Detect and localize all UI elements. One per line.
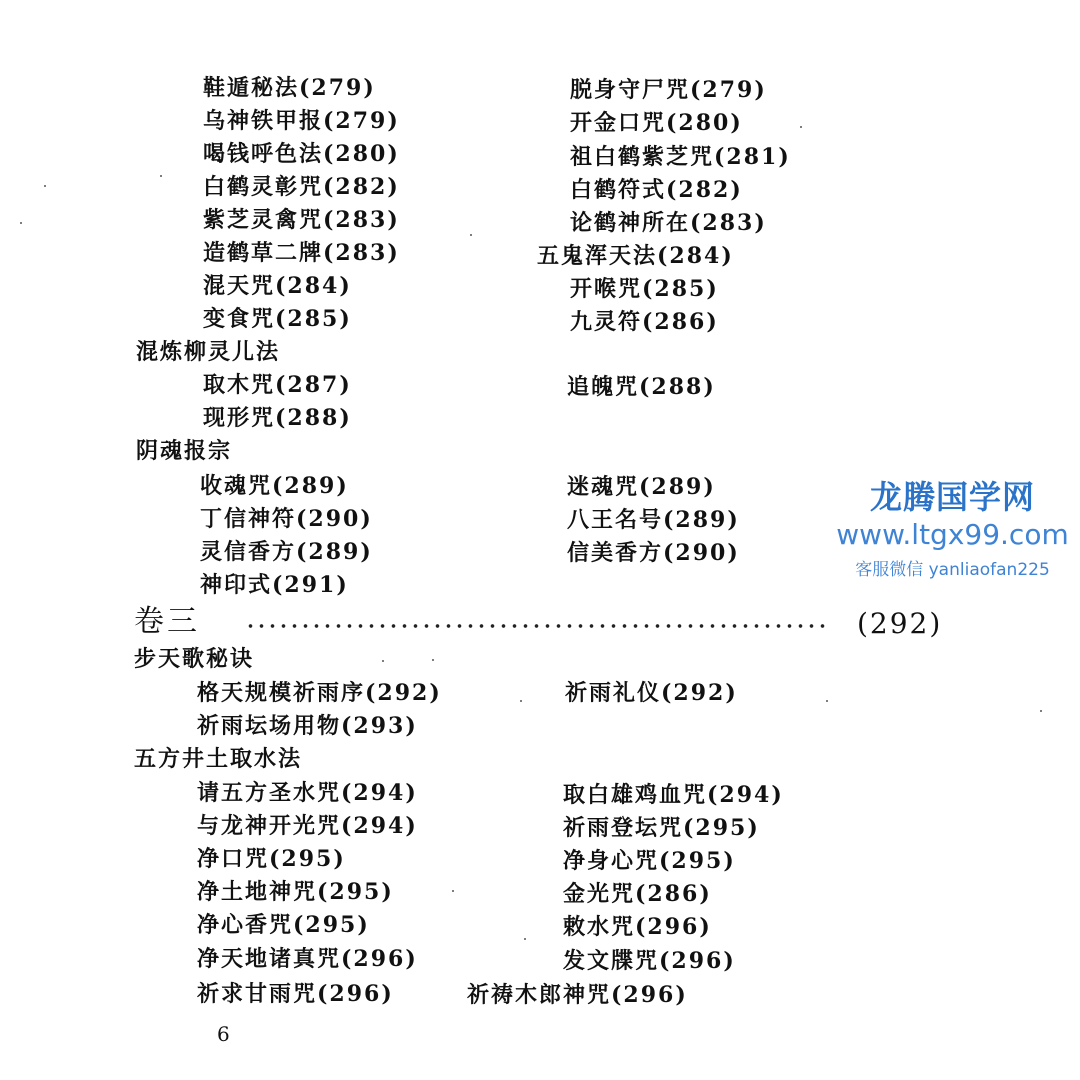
toc-entry: 取白雄鸡血咒(294): [563, 782, 784, 808]
scan-speck: [432, 659, 434, 661]
toc-entry: 格天规模祈雨序(292): [197, 680, 442, 706]
toc-entry: 与龙神开光咒(294): [197, 813, 418, 839]
toc-entry: 造鹤草二牌(283): [203, 240, 400, 266]
scan-speck: [524, 938, 526, 940]
toc-entry: 取木咒(287): [203, 372, 352, 398]
toc-entry: 净天地诸真咒(296): [197, 946, 418, 972]
scan-speck: [1040, 710, 1042, 712]
toc-entry: 开喉咒(285): [570, 276, 719, 302]
toc-entry: 丁信神符(290): [200, 506, 373, 532]
scan-speck: [826, 700, 828, 702]
section-heading: 阴魂报宗: [136, 438, 233, 464]
toc-entry: 祖白鹤紫芝咒(281): [570, 144, 791, 170]
section-heading: 五方井土取水法: [134, 746, 303, 772]
toc-entry: 祈祷木郎神咒(296): [467, 982, 688, 1008]
toc-entry: 乌神铁甲报(279): [203, 108, 400, 134]
toc-entry: 喝钱呼色法(280): [203, 141, 400, 167]
toc-entry: 灵信香方(289): [200, 539, 373, 565]
scan-speck: [160, 175, 162, 177]
toc-entry: 白鹤符式(282): [570, 177, 743, 203]
chapter-page-number: (292): [857, 607, 943, 640]
watermark-title: 龙腾国学网: [869, 478, 1035, 516]
toc-entry: 五鬼浑天法(284): [537, 243, 734, 269]
section-heading: 步天歌秘诀: [134, 646, 255, 672]
toc-entry: 鞋遁秘法(279): [203, 75, 376, 101]
toc-entry: 白鹤灵彰咒(282): [203, 174, 400, 200]
toc-entry: 论鹤神所在(283): [570, 210, 767, 236]
toc-entry: 紫芝灵禽咒(283): [203, 207, 400, 233]
dot-leader: [245, 624, 830, 628]
scan-speck: [520, 700, 522, 702]
watermark-contact: 客服微信 yanliaofan225: [855, 560, 1050, 580]
scan-speck: [452, 890, 454, 892]
scan-speck: [800, 126, 802, 128]
toc-entry: 八王名号(289): [567, 507, 740, 533]
toc-entry: 净身心咒(295): [563, 848, 736, 874]
toc-entry: 混天咒(284): [203, 273, 352, 299]
page-number: 6: [217, 1022, 230, 1046]
section-heading: 混炼柳灵儿法: [136, 339, 281, 365]
scan-speck: [382, 660, 384, 662]
toc-entry: 开金口咒(280): [570, 110, 743, 136]
chapter-title: 卷三: [134, 604, 200, 639]
toc-entry: 脱身守尸咒(279): [570, 77, 767, 103]
scan-speck: [44, 185, 46, 187]
toc-entry: 净心香咒(295): [197, 912, 370, 938]
toc-entry: 祈求甘雨咒(296): [197, 981, 394, 1007]
toc-entry: 请五方圣水咒(294): [197, 780, 418, 806]
toc-entry: 迷魂咒(289): [567, 474, 716, 500]
toc-entry: 净土地神咒(295): [197, 879, 394, 905]
toc-entry: 现形咒(288): [203, 405, 352, 431]
toc-entry: 祈雨登坛咒(295): [563, 815, 760, 841]
toc-entry: 信美香方(290): [567, 540, 740, 566]
toc-entry: 祈雨礼仪(292): [565, 680, 738, 706]
toc-entry: 神印式(291): [200, 572, 349, 598]
toc-entry: 金光咒(286): [563, 881, 712, 907]
toc-entry: 祈雨坛场用物(293): [197, 713, 418, 739]
watermark: [835, 477, 1070, 583]
toc-entry: 九灵符(286): [570, 309, 719, 335]
toc-entry: 敕水咒(296): [563, 914, 712, 940]
toc-entry: 收魂咒(289): [200, 473, 349, 499]
scan-speck: [470, 234, 472, 236]
toc-entry: 变食咒(285): [203, 306, 352, 332]
toc-entry: 发文牒咒(296): [563, 948, 736, 974]
scan-speck: [20, 222, 22, 224]
toc-entry: 追魄咒(288): [567, 374, 716, 400]
toc-entry: 净口咒(295): [197, 846, 346, 872]
watermark-url: www.ltgx99.com: [836, 518, 1069, 551]
